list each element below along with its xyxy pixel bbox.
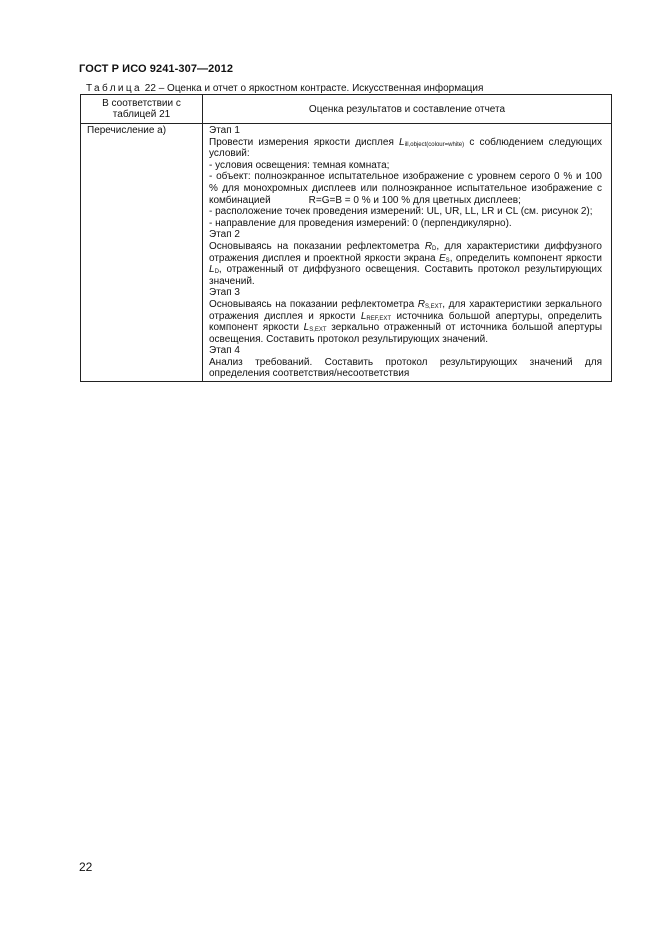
page-number: 22 <box>79 860 93 874</box>
step1-condition-points: - расположение точек проведения измерений: UL, UR, LL, LR и CL (см. рисунок 2); <box>209 206 593 218</box>
step2-label: Этап 2 <box>209 229 240 241</box>
step1-condition-object: - объект: полноэкранное испытательное изображение с уровнем серого 0 % и 100 % для монохромных дисплеев или полноэкранное испытательное изображение с комбинацией R=G=B = 0 % и 100 % для цветных дисплеев; <box>209 171 602 206</box>
step1-condition-direction: - направление для проведения измерений: 0 (перпендикулярно). <box>209 217 512 229</box>
step1-condition-lighting: - условия освещения: темная комната; <box>209 159 390 171</box>
table-caption <box>86 83 483 94</box>
column-header-reference: В соответствии с таблицей 21 <box>81 95 203 124</box>
step1-label: Этап 1 <box>209 125 240 136</box>
column-header-evaluation: Оценка результатов и составление отчета <box>203 95 612 124</box>
step4-label: Этап 4 <box>209 345 240 357</box>
evaluation-cell <box>203 124 612 382</box>
table-caption-text: 22 – Оценка и отчет о яркостном контрасте. Искусственная информация <box>144 83 484 94</box>
step3-label: Этап 3 <box>209 287 240 299</box>
step1-intro: Провести измерения яркости дисплея $L_{ill,object(colour=white)}$ с соблюдением следующих условий: <box>209 136 603 160</box>
table-header-row <box>81 95 612 124</box>
step4-text: Анализ требований. Составить протокол результирующих значений для определения соответствия/несоответствия <box>209 356 602 380</box>
table-row <box>81 124 612 382</box>
document-standard-header: ГОСТ Р ИСО 9241-307—2012 <box>79 63 234 75</box>
report-table <box>80 94 612 382</box>
step2-text: Основываясь на показании рефлектометра $R_D$, для характеристики диффузного отражения дисплея и проектной яркости экрана $E_S$, определить компонент яркости $L_D$, отраженный от диффузного освещения. Составить протокол результирующих значений. <box>209 240 603 287</box>
step3-text: Основываясь на показании рефлектометра $R_{S,EXT}$, для характеристики зеркального отражения дисплея и яркости $L_{REF,EXT}$ источника большой апертуры, определить компонент яркости $L_{S,EXT}$ зеркально отраженный от источника большой апертуры освещения. Составить протокол результирующих значений. <box>209 298 603 345</box>
reference-cell: Перечисление a) <box>81 124 203 382</box>
table-caption-word: Таблица <box>86 83 143 94</box>
